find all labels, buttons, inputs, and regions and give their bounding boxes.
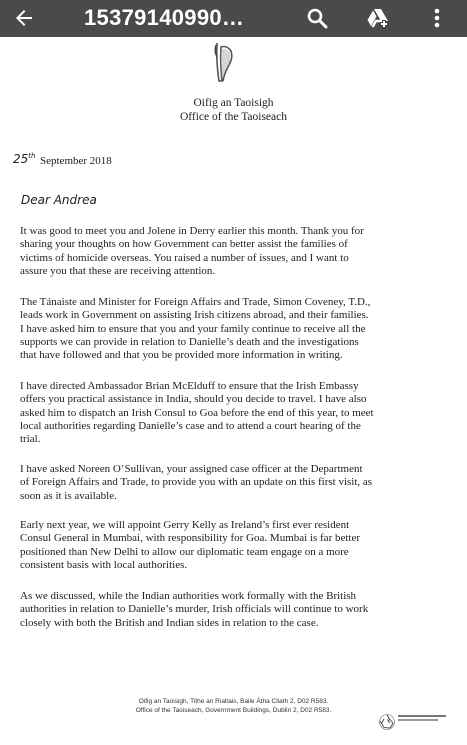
office-name-irish: Oifig an Taoisigh <box>193 97 274 109</box>
add-to-drive-icon[interactable] <box>366 6 390 30</box>
handwritten-date-day: 25th <box>13 152 36 166</box>
paragraph-6: As we discussed, while the Indian authorities work formally with the British authorities in relation to Danielle’s murder, Irish officials will continue to work closely with both the British and Indian sides in relation to the case. <box>20 590 369 629</box>
letter-date: September 2018 <box>40 155 112 167</box>
back-arrow-icon[interactable] <box>12 6 36 30</box>
harp-emblem-icon <box>213 41 235 85</box>
letter-page <box>0 37 467 745</box>
paragraph-2: The Tánaiste and Minister for Foreign Affairs and Trade, Simon Coveney, T.D., leads work in Government on assisting Irish citizens abroad, and their families. I have asked him to ensure that you and your family continue to receive all the supports we can provide in relation to Danielle’s death and the investigations that have followed and that you be provided more information in writing. <box>20 296 371 362</box>
salutation: Dear Andrea <box>21 193 97 207</box>
footer-address-irish: Oifig an Taoisigh, Tithe an Rialtais, Baile Átha Cliath 2, D02 R583. <box>138 698 329 705</box>
recycled-paper-icon <box>378 713 396 731</box>
more-options-icon[interactable] <box>425 6 449 30</box>
office-name-english: Office of the Taoiseach <box>179 111 287 123</box>
search-icon[interactable] <box>305 6 329 30</box>
paragraph-1: It was good to meet you and Jolene in Derry earlier this month. Thank you for sharing your thoughts on how Government can better assist the families of victims of homicide overseas. You raised a number of issues, and I want to assure you that these are receiving attention. <box>20 225 364 277</box>
footer-address-english: Office of the Taoiseach, Government Buildings, Dublin 2, D02 R583. <box>135 707 332 714</box>
paragraph-4: I have asked Noreen O’Sullivan, your assigned case officer at the Department of Foreign Affairs and Trade, to provide you with an update on this first visit, as soon as it is available. <box>20 463 373 502</box>
app-bar <box>0 0 467 37</box>
paragraph-3: I have directed Ambassador Brian McElduff to ensure that the Irish Embassy offers you practical assistance in India, should you decide to travel. I have also asked him to dispatch an Irish Consul to Goa before the end of this year, to meet local authorities regarding Danielle’s case and to attend a court hearing of the trial. <box>20 380 374 446</box>
paragraph-5: Early next year, we will appoint Gerry Kelly as Ireland’s first ever resident Consul General in Mumbai, with responsibility for Goa. Mumbai is far better positioned than New Delhi to allow our diplomatic team engage on a more consistent basis with local authorities. <box>20 519 361 571</box>
recycled-paper-mark <box>398 714 453 723</box>
document-title: 15379140990… <box>84 5 245 30</box>
